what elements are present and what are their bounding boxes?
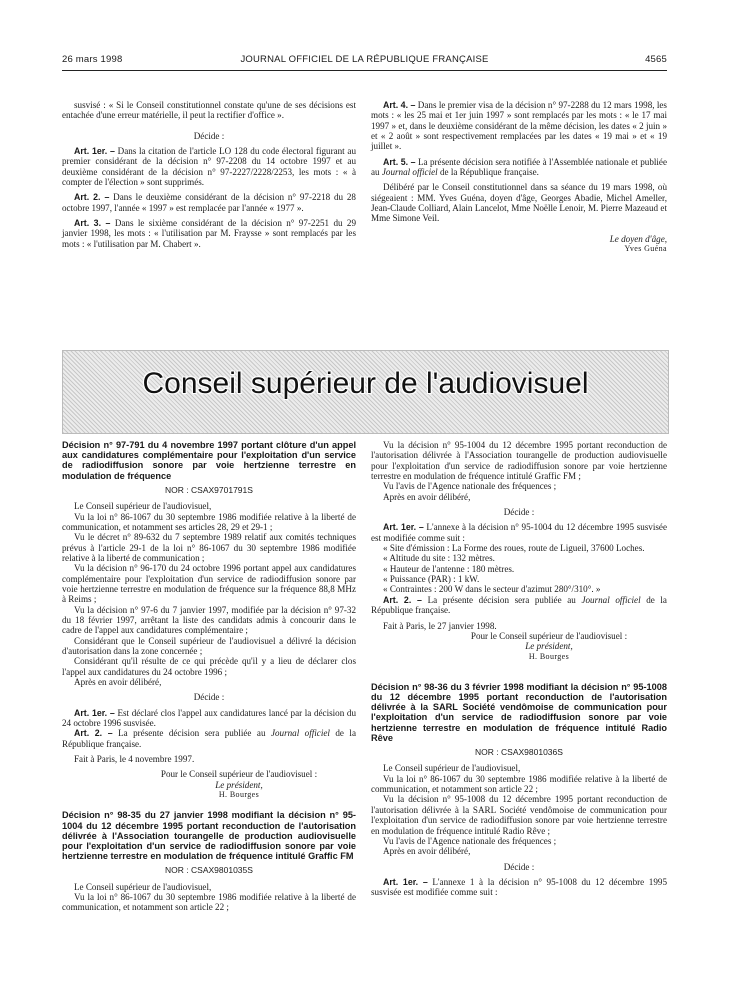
signature-name: Yves Guéna [624,244,667,254]
paragraph: Vu la décision n° 96-170 du 24 octobre 1996 portant appel aux candidatures complémentaire pour l'exploitation d'un service de radiodiffusion sonore par voie hertzienne terrestre en modulation de fréquence sur la fréquence 88,8 MHz à Reims ; [62,563,356,605]
top-right-column [371,100,667,254]
nor-reference: NOR : CSAX9801035S [165,865,253,876]
article-label: Art. 2. – [383,594,422,605]
article-label: Art. 5. – [383,156,416,167]
signature-for: Pour le Conseil supérieur de l'audiovisuel : [470,630,628,641]
top-left-column [62,100,356,249]
article-1 [62,708,356,729]
article-text: La présente décision sera notifiée à l'Assemblée nationale et publiée au [371,156,667,178]
article-text: L'annexe 1 à la décision n° 95-1008 du 12 décembre 1995 susvisée est modifiée comme suit : [371,876,667,898]
paragraph: susvisé : « Si le Conseil constitutionnel constate qu'une de ses décisions est entachée d'une erreur matérielle, il peut la rectifier d'office ». [62,100,356,121]
deliberation-paragraph: Délibéré par le Conseil constitutionnel dans sa séance du 19 mars 1998, où siégeaient : MM. Yves Guéna, doyen d'âge, Georges Abadie, Michel Ameller, Jean-Claude Colliard, Alain Lancelot, Mme Noëlle Lenoir, M. Pierre Mazeaud et Mme Simone Veil. [371,182,667,224]
article-label: Art. 1er. – [383,876,428,887]
decide-heading: Décide : [503,507,535,518]
article-text: La présente décision sera publiée au [421,594,582,605]
article-text: de la République française. [371,594,667,616]
article-label: Art. 2. – [74,728,113,739]
paragraph: Le Conseil supérieur de l'audiovisuel, [74,881,212,892]
journal-reference: Journal officiel [270,728,330,739]
paragraph: Considérant que le Conseil supérieur de l'audiovisuel a délivré la décision d'autorisation dans la zone concernée ; [62,635,356,656]
paragraph: Après en avoir délibéré, [383,846,471,857]
article-2 [62,728,356,749]
article-3 [62,218,356,249]
article-text: L'annexe à la décision n° 95-1004 du 12 décembre 1995 susvisée est modifiée comme suit : [371,522,667,543]
annex-line: « Puissance (PAR) : 1 kW. [383,574,480,585]
header-page-number: 4565 [645,54,667,65]
signature-role: Le président, [215,779,263,790]
signature-role: Le président, [525,641,573,652]
article-text: Dans la citation de l'article LO 128 du code électoral figurant au premier considérant de la décision n° 97-2208 du 14 octobre 1997 et au deuxième considérant de la décision n° 97-2227/2228/2253, les mots : « à compter de l'élection » sont supprimés. [62,146,356,188]
decision-title: Décision n° 97-791 du 4 novembre 1997 portant clôture d'un appel aux candidatures complémentaire pour l'exploitation d'un service de radiodiffusion sonore par voie hertzienne terrestre en modulation de fréquence [62,440,356,481]
paragraph: Après en avoir délibéré, [74,677,162,687]
article-4 [371,100,667,152]
decision-title: Décision n° 98-35 du 27 janvier 1998 modifiant la décision n° 95-1004 du 12 décembre 1995 portant reconduction de l'autorisation délivrée à l'Association tourangelle de production audiovisuelle pour l'exploitation d'un service de radiodiffusion sonore par voie hertzienne terrestre en modulation de fréquence intitulé Graffic FM [62,810,356,862]
journal-reference: Journal officiel [381,167,438,178]
paragraph: Vu la décision n° 95-1004 du 12 décembre 1995 portant reconduction de l'autorisation délivrée à l'Association tourangelle de production audiovisuelle pour l'exploitation d'un service de radiodiffusion sonore par voie hertzienne terrestre en modulation de fréquence intitulé Graffic FM ; [371,440,667,482]
decide-heading: Décide : [503,861,535,872]
paragraph: Le Conseil supérieur de l'audiovisuel, [383,763,521,774]
article-text: de la République française. [62,728,356,749]
annex-line: « Contraintes : 200 W dans le secteur d'azimut 280°/310°. » [383,584,601,595]
decide-heading: Décide : [193,130,225,141]
signature-name: H. Bourges [218,790,260,800]
paragraph: Le Conseil supérieur de l'audiovisuel, [74,501,212,512]
paragraph: Après en avoir délibéré, [383,491,471,502]
article-text: Dans le sixième considérant de la décision n° 97-2251 du 29 janvier 1998, les mots : « l'utilisation par M. Fraysse » sont remplacés par les mots : « l'utilisation par M. Chabert ». [62,218,356,249]
nor-reference: NOR : CSAX9701791S [165,484,253,495]
article-1 [62,146,356,187]
paragraph: Vu la loi n° 86-1067 du 30 septembre 1986 modifiée relative à la liberté de communication, et notamment ses articles 28, 29 et 29-1 ; [62,511,356,532]
article-2 [62,192,356,213]
nor-reference: NOR : CSAX9801036S [475,747,563,758]
annex-line: « Site d'émission : La Forme des roues, route de Ligueil, 37600 Loches. [383,543,645,554]
article-text: Est déclaré clos l'appel aux candidatures lancé par la décision du 24 octobre 1996 susvisée. [62,707,356,729]
paragraph: Vu l'avis de l'Agence nationale des fréquences ; [383,835,557,846]
page-header [62,54,667,68]
annex-line: « Hauteur de l'antenne : 180 mètres. [383,563,515,574]
header-rule [62,70,667,71]
section-banner [62,350,669,434]
decision-title: Décision n° 98-36 du 3 février 1998 modifiant la décision n° 95-1008 du 12 décembre 1995 portant reconduction de l'autorisation délivrée à la SARL Société vendômoise de communication pour l'exploitation d'un service de radiodiffusion sonore par voie hertzienne terrestre en modulation de fréquence intitulé Radio Rêve [371,681,667,743]
bottom-left-column [62,440,356,913]
article-2 [371,595,667,616]
article-text: Dans le premier visa de la décision n° 97-2288 du 12 mars 1998, les mots : « les 25 mai et 1er juin 1997 » sont remplacés par les mots : « le 17 mai 1997 » et, dans le deuxième considérant de la même décision, les dates « 2 juin » et « 2 août » sont respectivement remplacées par les dates « 19 mai » et « 19 juillet ». [371,100,667,152]
paragraph: Vu la loi n° 86-1067 du 30 septembre 1986 modifiée relative à la liberté de communication, et notamment son article 22 ; [371,773,667,795]
article-label: Art. 4. – [383,100,416,110]
section-title: Conseil supérieur de l'audiovisuel [142,367,589,400]
paragraph: Considérant qu'il résulte de ce qui précède qu'il y a lieu de déclarer clos l'appel aux candidatures du 24 octobre 1996 ; [62,656,356,677]
header-journal-title: JOURNAL OFFICIEL DE LA RÉPUBLIQUE FRANÇAISE [240,54,489,65]
header-date: 26 mars 1998 [62,54,123,65]
article-1 [371,522,667,543]
signature-for: Pour le Conseil supérieur de l'audiovisuel : [160,769,318,780]
article-5 [371,157,667,178]
annex-line: « Altitude du site : 132 mètres. [383,553,495,564]
signature-name: H. Bourges [528,651,570,661]
article-label: Art. 1er. – [74,146,115,157]
paragraph: Vu la décision n° 95-1008 du 12 décembre 1995 portant reconduction de l'autorisation délivrée à la SARL Société vendômoise de communication pour l'exploitation d'un service de radiodiffusion sonore par voie hertzienne terrestre en modulation de fréquence intitulé Radio Rêve ; [371,794,667,836]
article-text: La présente décision sera publiée au [112,728,271,739]
done-at: Fait à Paris, le 27 janvier 1998. [383,620,497,631]
signature-role: Le doyen d'âge, [609,233,667,244]
article-1 [371,877,667,898]
paragraph: Vu la décision n° 97-6 du 7 janvier 1997, modifiée par la décision n° 97-32 du 18 février 1997, arrêtant la liste des candidats admis à concourir dans le cadre de l'appel aux candidatures complémentaire ; [62,604,356,636]
article-label: Art. 3. – [74,218,111,229]
article-label: Art. 1er. – [74,707,115,718]
journal-reference: Journal officiel [581,594,641,605]
bottom-right-column [371,440,667,898]
article-text: de la République française. [437,167,539,178]
article-text: Dans le deuxième considérant de la décision n° 97-2218 du 28 octobre 1997, l'année « 1997 » est remplacée par l'année « 1977 ». [62,192,356,213]
paragraph: Vu la loi n° 86-1067 du 30 septembre 1986 modifiée relative à la liberté de communication, et notamment son article 22 ; [62,892,356,913]
article-label: Art. 1er. – [383,522,424,533]
paragraph: Vu l'avis de l'Agence nationale des fréquences ; [383,481,557,492]
paragraph: Vu le décret n° 89-632 du 7 septembre 1989 relatif aux comités techniques prévus à l'article 29-1 de la loi n° 86-1067 du 30 septembre 1986 modifiée relative à la liberté de communication ; [62,532,356,563]
article-label: Art. 2. – [74,192,110,203]
done-at: Fait à Paris, le 4 novembre 1997. [74,754,195,765]
decide-heading: Décide : [193,692,225,703]
